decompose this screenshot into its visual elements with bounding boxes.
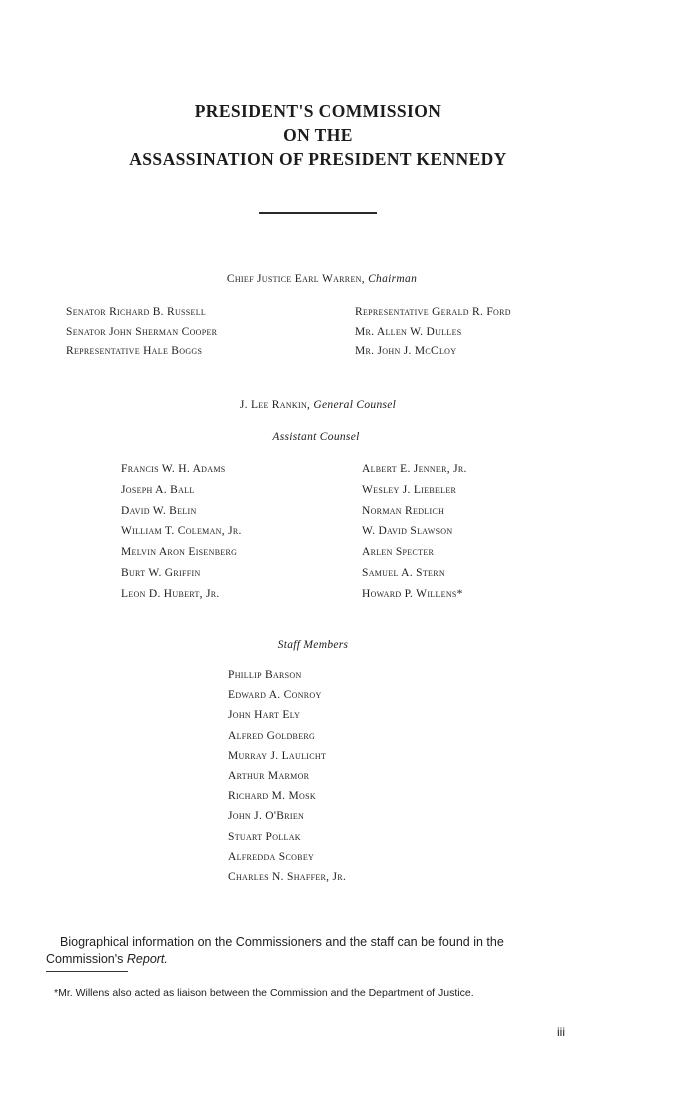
assistant-counsel-name: Joseph A. Ball [121, 483, 195, 496]
assistant-counsel-name: William T. Coleman, Jr. [121, 525, 242, 538]
commissioner: Mr. Allen W. Dulles [355, 325, 462, 338]
commissioners-right [355, 303, 511, 362]
assistant-counsel-left [121, 459, 242, 605]
staff-member: Arthur Marmor [228, 770, 310, 783]
commissioners-left [66, 303, 217, 362]
commissioner: Senator John Sherman Cooper [66, 325, 218, 338]
assistant-counsel-name: Melvin Aron Eisenberg [121, 546, 238, 559]
staff-member: Phillip Barson [228, 669, 302, 681]
willens-footnote: *Mr. Willens also acted as liaison between the Commission and the Department of Justice. [54, 987, 474, 999]
assistant-counsel-name: Samuel A. Stern [362, 566, 445, 579]
staff-member: Richard M. Mosk [228, 790, 316, 803]
staff-member: Alfred Goldberg [228, 729, 316, 742]
staff-member: Stuart Pollak [228, 830, 301, 843]
biographical-note [46, 934, 576, 968]
staff-member: John J. O'Brien [228, 810, 305, 823]
commissioner: Representative Gerald R. Ford [355, 306, 511, 318]
assistant-counsel-right [362, 459, 467, 605]
commissioner: Representative Hale Boggs [66, 345, 203, 357]
biographical-note-text: Biographical information on the Commissioners and the staff can be found in the Commission's [46, 935, 504, 966]
title-line-1: PRESIDENT'S COMMISSION [194, 101, 442, 121]
assistant-counsel-name: W. David Slawson [362, 525, 453, 538]
staff-member: John Hart Ely [228, 709, 301, 722]
chairman-role: Chairman [368, 273, 418, 285]
chairman-line [0, 273, 664, 285]
assistant-counsel-name: David W. Belin [121, 504, 197, 517]
page-number: iii [557, 1025, 565, 1039]
title-line-3: ASSASSINATION OF PRESIDENT KENNEDY [129, 149, 507, 169]
assistant-counsel-name: Burt W. Griffin [121, 566, 201, 579]
report-title: Report. [126, 952, 168, 966]
commissioner: Mr. John J. McCloy [355, 345, 457, 357]
assistant-counsel-name: Arlen Specter [362, 546, 435, 559]
assistant-counsel-name: Francis W. H. Adams [121, 463, 226, 475]
title-divider [259, 212, 377, 214]
general-counsel-role: General Counsel [313, 399, 397, 411]
staff-members-list [228, 665, 346, 887]
general-counsel-line [0, 399, 660, 411]
staff-member: Charles N. Shaffer, Jr. [228, 871, 347, 884]
general-counsel-name: J. Lee Rankin, [239, 399, 311, 411]
assistant-counsel-name: Leon D. Hubert, Jr. [121, 587, 220, 600]
title-line-2: ON THE [283, 125, 353, 145]
staff-member: Alfredda Scobey [228, 850, 315, 863]
chairman-name: Chief Justice Earl Warren, [226, 273, 365, 285]
assistant-counsel-name: Albert E. Jenner, Jr. [362, 463, 467, 475]
assistant-counsel-name: Norman Redlich [362, 504, 445, 517]
assistant-counsel-heading: Assistant Counsel [272, 431, 360, 443]
staff-members-heading: Staff Members [277, 639, 349, 651]
staff-member: Edward A. Conroy [228, 689, 322, 702]
footnote-divider [46, 971, 128, 972]
staff-member: Murray J. Laulicht [228, 749, 327, 762]
assistant-counsel-name: Wesley J. Liebeler [362, 483, 457, 496]
assistant-counsel-name: Howard P. Willens* [362, 587, 463, 600]
commissioner: Senator Richard B. Russell [66, 306, 207, 318]
